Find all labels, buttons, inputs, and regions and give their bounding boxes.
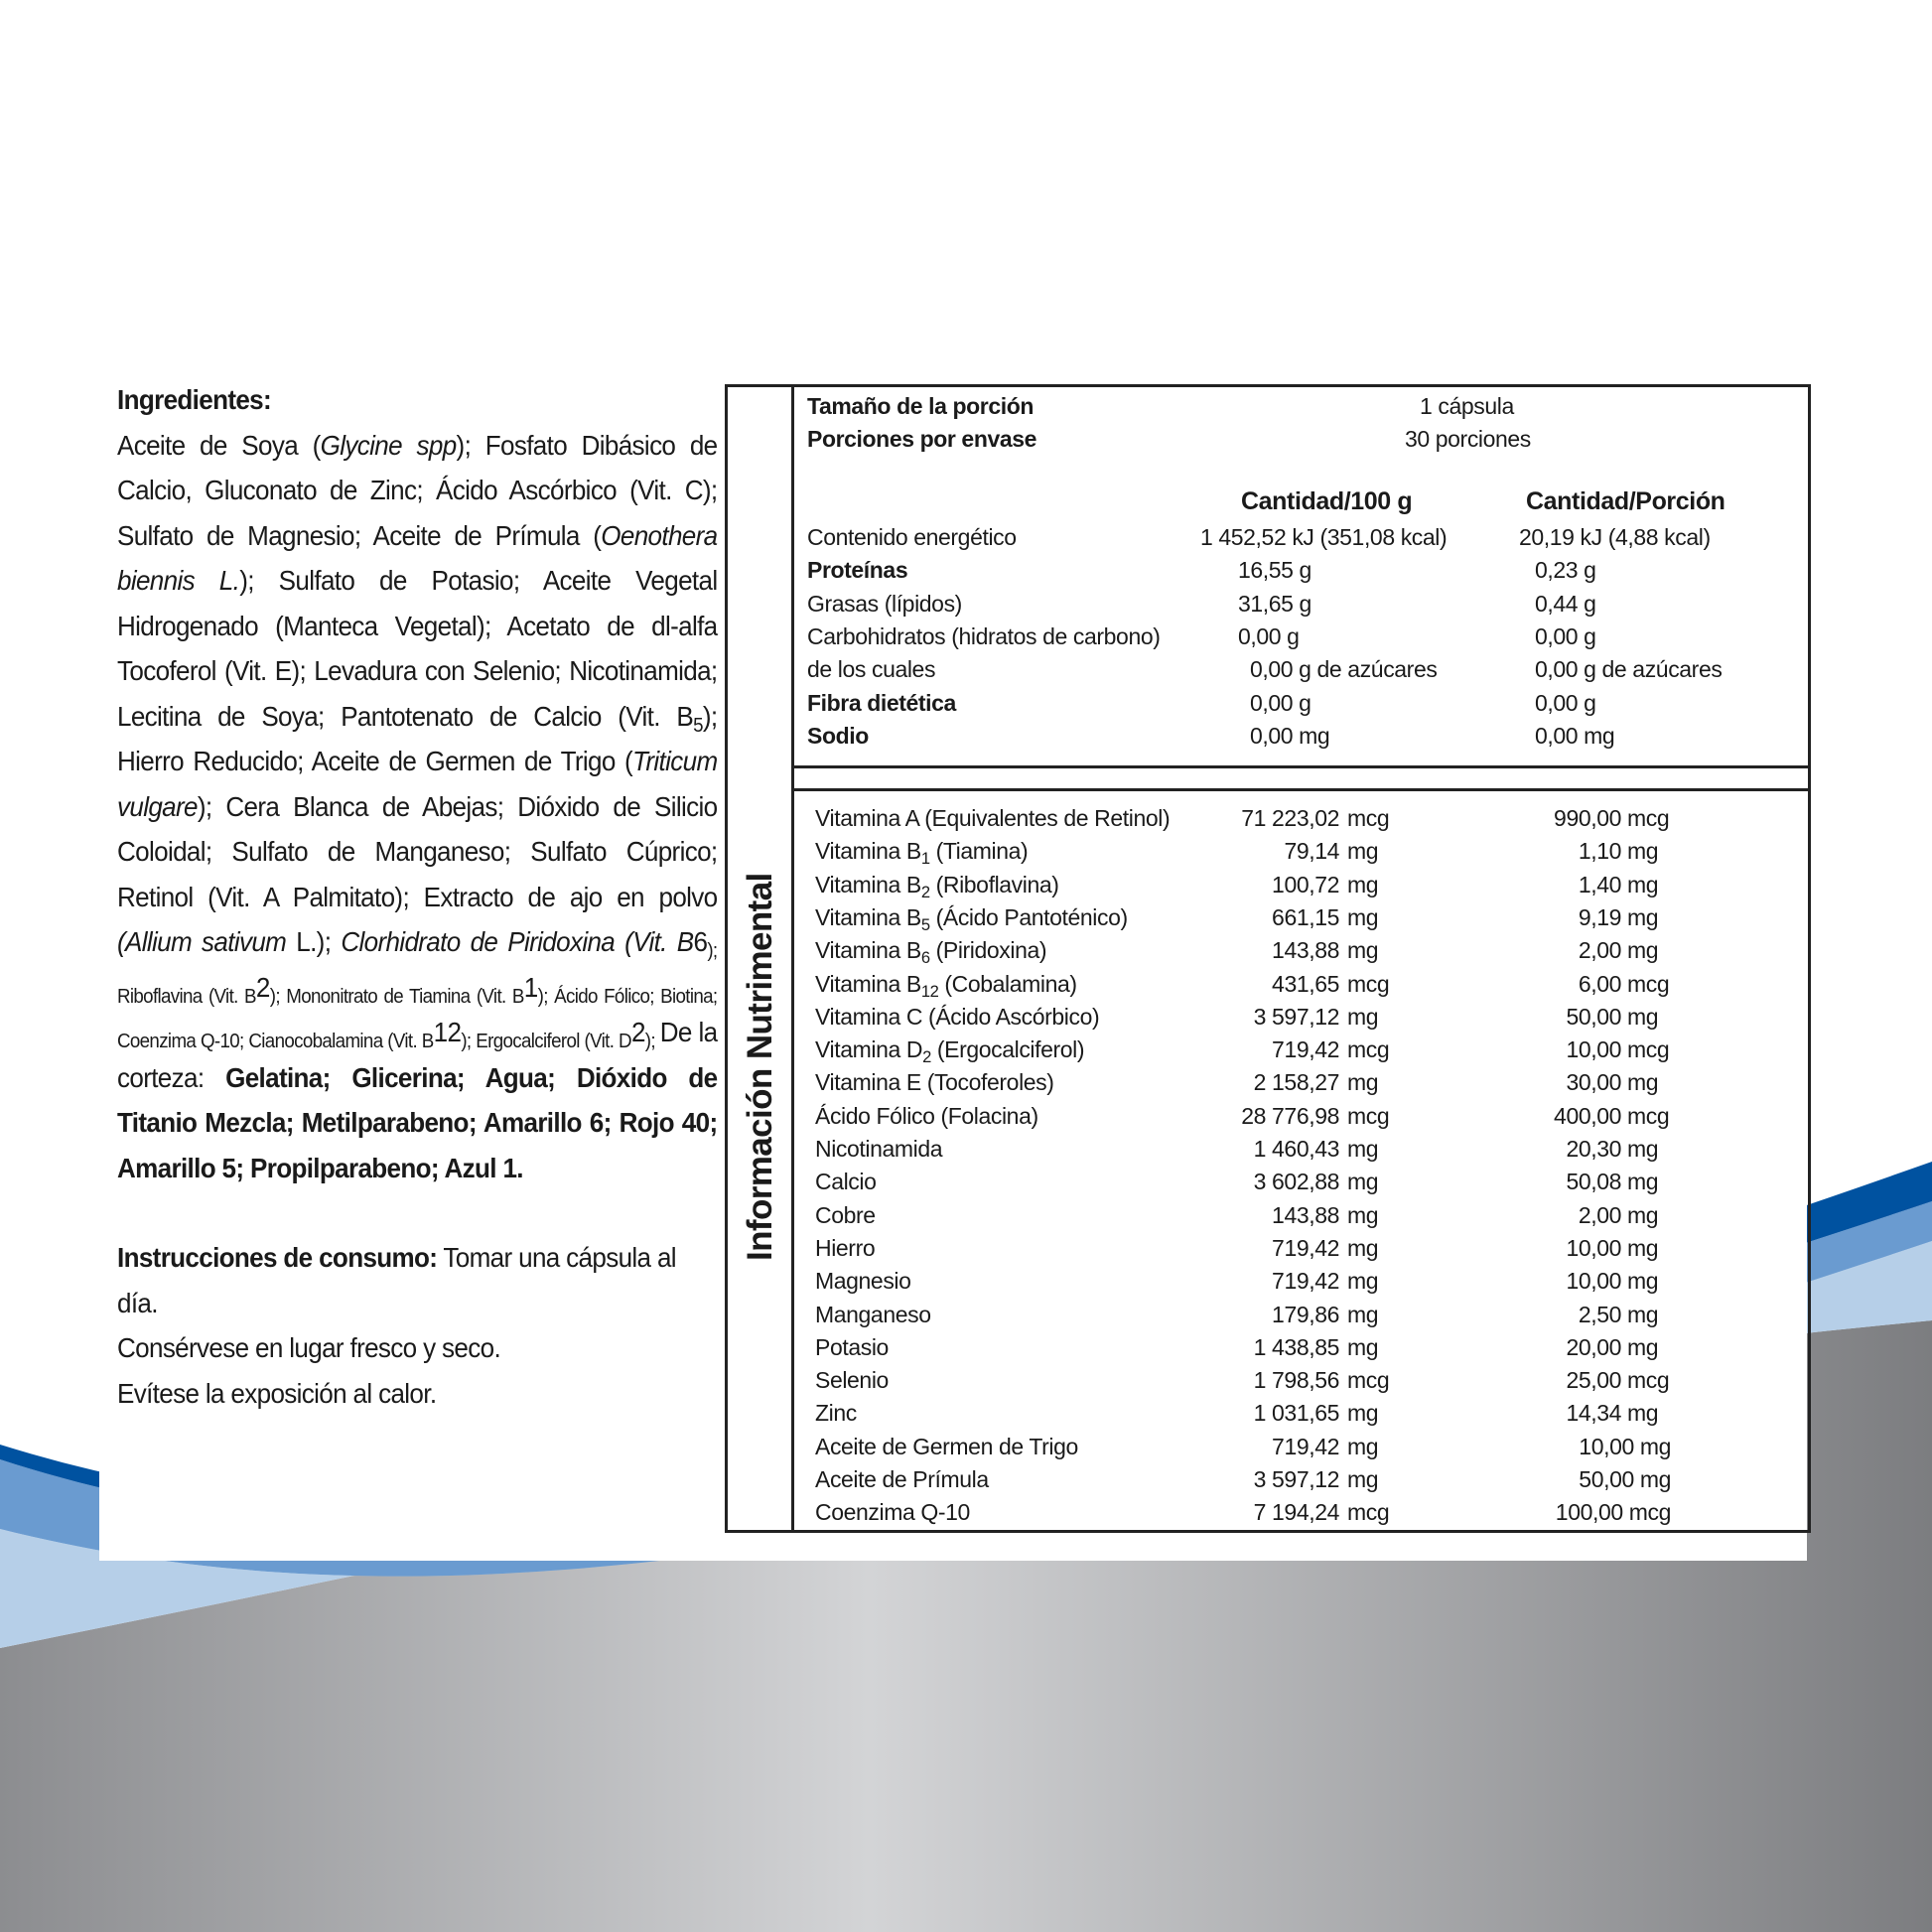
micro-name: Nicotinamida <box>815 1136 943 1162</box>
macro-value-100g: 0,00 g <box>1238 622 1300 649</box>
ing-part: Glycine spp <box>320 429 457 461</box>
micro-value-100g: 1 438,85 <box>1253 1333 1339 1360</box>
ing-part: 12 <box>433 1017 462 1047</box>
macro-name: Carbohidratos (hidratos de carbono) <box>807 622 1161 649</box>
micro-value-100g: 143,88 <box>1272 1201 1339 1228</box>
micro-value-portion: 14,34 <box>1566 1400 1621 1427</box>
micro-value-100g: 661,15 <box>1272 903 1339 930</box>
micro-value-100g: 3 602,88 <box>1253 1169 1339 1195</box>
servings-value: 30 porciones <box>1405 426 1531 452</box>
micro-value-100g: 431,65 <box>1272 970 1339 997</box>
ing-part: ); Hierro Reducido; Aceite de Germen de Trigo ( <box>117 700 718 776</box>
micro-value-portion: 50,00 <box>1566 1003 1621 1030</box>
micro-unit-100g: mg <box>1347 903 1379 930</box>
ingredients-column <box>117 377 718 1416</box>
macro-value-portion: 0,00 g <box>1535 622 1596 649</box>
micro-value-100g: 28 776,98 <box>1241 1102 1339 1129</box>
micro-unit-portion: mg <box>1627 1136 1659 1162</box>
ing-part: ); Ergocalciferol (Vit. D <box>461 1031 631 1053</box>
micro-unit-100g: mg <box>1347 1466 1379 1492</box>
serving-size-value: 1 cápsula <box>1420 393 1514 419</box>
ing-part: 6 <box>693 926 708 957</box>
micro-value-100g: 143,88 <box>1272 937 1339 964</box>
micro-value-100g: 7 194,24 <box>1253 1499 1339 1526</box>
macro-value-100g: 0,00 g <box>1250 689 1311 716</box>
micro-name: Ácido Fólico (Folacina) <box>815 1102 1038 1129</box>
micro-value-portion: 990,00 <box>1554 805 1621 831</box>
table-divider-vertical <box>791 387 794 1530</box>
macro-name: Sodio <box>807 722 869 749</box>
instructions-line1 <box>117 1235 718 1325</box>
macro-value-100g: 1 452,52 kJ (351,08 kcal) <box>1200 524 1448 550</box>
macro-name: Contenido energético <box>807 524 1017 550</box>
macro-value-100g: 0,00 g de azúcares <box>1250 656 1438 683</box>
ing-part: Triticum vulgare <box>117 746 718 822</box>
micro-value-100g: 2 158,27 <box>1253 1069 1339 1096</box>
micro-value-100g: 3 597,12 <box>1253 1003 1339 1030</box>
ing-part: (Allium sativum <box>117 926 287 957</box>
ing-part: De la corteza: <box>117 1017 718 1093</box>
macro-value-portion: 0,00 g <box>1535 689 1596 716</box>
micro-value-portion: 10,00 <box>1566 1036 1621 1063</box>
micro-value-portion: 1,40 <box>1578 871 1621 897</box>
micro-name: Vitamina E (Tocoferoles) <box>815 1069 1054 1096</box>
micro-value-100g: 1 460,43 <box>1253 1136 1339 1162</box>
micro-unit-100g: mg <box>1347 1003 1379 1030</box>
nutrition-title: Información Nutrimental <box>741 873 779 1261</box>
micro-unit-portion: mg <box>1627 838 1659 865</box>
micro-value-portion: 2,00 <box>1578 1201 1621 1228</box>
micro-name: Selenio <box>815 1367 889 1394</box>
micro-value-portion: 20,30 <box>1566 1136 1621 1162</box>
micro-unit-portion: mg <box>1627 1169 1659 1195</box>
servings-label: Porciones por envase <box>807 426 1037 452</box>
micro-value-100g: 179,86 <box>1272 1301 1339 1327</box>
micro-name: Potasio <box>815 1333 889 1360</box>
macro-name: Fibra dietética <box>807 689 956 716</box>
micro-unit-portion: mg <box>1627 1003 1659 1030</box>
micro-value-portion: 10,00 mg <box>1579 1433 1671 1459</box>
ing-part: ); Mononitrato de Tiamina (Vit. B <box>269 985 524 1008</box>
micro-value-portion: 100,00 mcg <box>1555 1499 1671 1526</box>
col-100g-header: Cantidad/100 g <box>1241 487 1413 515</box>
micro-unit-100g: mcg <box>1347 1367 1390 1394</box>
micro-name: Cobre <box>815 1201 876 1228</box>
micro-unit-portion: mg <box>1627 1201 1659 1228</box>
micro-value-portion: 30,00 <box>1566 1069 1621 1096</box>
micro-value-100g: 719,42 <box>1272 1433 1339 1459</box>
micro-unit-100g: mg <box>1347 1400 1379 1427</box>
macro-value-portion: 0,44 g <box>1535 590 1596 617</box>
micro-value-portion: 10,00 <box>1566 1234 1621 1261</box>
macro-value-100g: 31,65 g <box>1238 590 1311 617</box>
micro-unit-100g: mg <box>1347 1136 1379 1162</box>
micro-value-100g: 719,42 <box>1272 1234 1339 1261</box>
macro-value-portion: 20,19 kJ (4,88 kcal) <box>1519 524 1711 550</box>
macro-value-portion: 0,23 g <box>1535 557 1596 584</box>
macro-value-100g: 16,55 g <box>1238 557 1311 584</box>
micro-unit-portion: mg <box>1627 1268 1659 1295</box>
nutrition-table <box>725 384 1811 1533</box>
micro-name: Vitamina $D_2$ (Ergocalciferol) <box>815 1036 1085 1067</box>
micro-unit-100g: mcg <box>1347 1499 1390 1526</box>
micro-unit-100g: mg <box>1347 871 1379 897</box>
micro-unit-100g: mg <box>1347 1301 1379 1327</box>
macro-name: de los cuales <box>807 656 936 683</box>
micro-value-portion: 2,00 <box>1578 937 1621 964</box>
micro-value-portion: 2,50 <box>1578 1301 1621 1327</box>
micro-name: Aceite de Germen de Trigo <box>815 1433 1078 1459</box>
micro-value-100g: 1 031,65 <box>1253 1400 1339 1427</box>
macro-value-100g: 0,00 mg <box>1250 722 1330 749</box>
ing-part: 5 <box>693 714 703 737</box>
micro-unit-portion: mcg <box>1627 805 1670 831</box>
instructions-label: Instrucciones de consumo: <box>117 1242 438 1273</box>
ing-part: ); Sulfato de Potasio; Aceite Vegetal Hidrogenado (Manteca Vegetal); Acetato de dl-alfa Tocoferol (Vit. E); Levadura con Selenio; Nicotinamida; Lecitina de Soya; Pantotenato de Calcio (Vit. B <box>117 565 718 732</box>
ingredients-heading: Ingredientes: <box>117 384 272 415</box>
micro-unit-100g: mg <box>1347 838 1379 865</box>
micro-name: Hierro <box>815 1234 876 1261</box>
micro-unit-portion: mg <box>1627 1069 1659 1096</box>
micro-unit-100g: mcg <box>1347 1102 1390 1129</box>
micro-name: Vitamina $B_{12}$ (Cobalamina) <box>815 970 1077 1001</box>
ing-part: L.); <box>286 926 332 957</box>
micro-name: Vitamina $B_2$ (Riboflavina) <box>815 871 1059 901</box>
micro-value-portion: 6,00 <box>1578 970 1621 997</box>
instructions-text: Tomar una cápsula al día. <box>117 1242 676 1318</box>
micro-value-100g: 100,72 <box>1272 871 1339 897</box>
ing-part: Gelatina; Glicerina; Agua; Dióxido de Titanio Mezcla; Metilparabeno; Amarillo 6; Rojo 40; Amarillo 5; Propilparabeno; Azul 1. <box>117 1061 718 1183</box>
micro-unit-100g: mg <box>1347 1234 1379 1261</box>
micro-name: Magnesio <box>815 1268 911 1295</box>
ing-part: 1 <box>523 971 538 1003</box>
micro-name: Zinc <box>815 1400 857 1427</box>
serving-size-label: Tamaño de la porción <box>807 393 1034 419</box>
table-divider-upper <box>791 765 1808 768</box>
micro-value-portion: 50,00 mg <box>1579 1466 1671 1492</box>
micro-value-portion: 10,00 <box>1566 1268 1621 1295</box>
micro-name: Vitamina $B_1$ (Tiamina) <box>815 838 1029 869</box>
micro-value-100g: 719,42 <box>1272 1268 1339 1295</box>
micro-value-portion: 400,00 <box>1554 1102 1621 1129</box>
micro-unit-portion: mg <box>1627 871 1659 897</box>
micro-name: Manganeso <box>815 1301 931 1327</box>
macro-name: Grasas (lípidos) <box>807 590 962 617</box>
ing-part: ); Ácido Fólico; Biotina; Coenzima Q-10; Cianocobalamina (Vit. B <box>117 985 718 1053</box>
micro-unit-100g: mg <box>1347 1201 1379 1228</box>
micro-unit-portion: mg <box>1627 1301 1659 1327</box>
ing-part: Oenothera biennis L. <box>117 519 718 596</box>
micro-unit-100g: mg <box>1347 1268 1379 1295</box>
instructions-line2: Consérvese en lugar fresco y seco. <box>117 1332 501 1363</box>
micro-name: Coenzima Q-10 <box>815 1499 970 1526</box>
micro-unit-100g: mcg <box>1347 970 1390 997</box>
micro-unit-portion: mcg <box>1627 1102 1670 1129</box>
micro-value-portion: 20,00 <box>1566 1333 1621 1360</box>
micro-unit-portion: mg <box>1627 903 1659 930</box>
micro-name: Vitamina $B_5$ (Ácido Pantoténico) <box>815 903 1128 934</box>
ing-part: Aceite de Soya ( <box>117 429 321 461</box>
micro-value-100g: 71 223,02 <box>1241 805 1339 831</box>
ingredients-text <box>117 423 718 1191</box>
ing-part: ); Fosfato Dibásico de Calcio, Gluconato de Zinc; Ácido Ascórbico (Vit. C); Sulfato de Magnesio; Aceite de Prímula ( <box>117 429 718 551</box>
micro-unit-100g: mg <box>1347 1433 1379 1459</box>
micro-name: Calcio <box>815 1169 877 1195</box>
macro-value-portion: 0,00 mg <box>1535 722 1615 749</box>
micro-unit-portion: mcg <box>1627 1367 1670 1394</box>
micro-name: Vitamina $B_6$ (Piridoxina) <box>815 937 1047 968</box>
micro-unit-100g: mg <box>1347 1333 1379 1360</box>
micro-unit-100g: mg <box>1347 1169 1379 1195</box>
micro-name: Vitamina A (Equivalentes de Retinol) <box>815 805 1171 831</box>
ing-part: 2 <box>630 1017 645 1047</box>
micro-value-portion: 9,19 <box>1578 903 1621 930</box>
micro-value-portion: 1,10 <box>1578 838 1621 865</box>
micro-value-portion: 50,08 <box>1566 1169 1621 1195</box>
micro-unit-100g: mg <box>1347 937 1379 964</box>
macro-value-portion: 0,00 g de azúcares <box>1535 656 1723 683</box>
ing-part: ); <box>644 1031 660 1053</box>
macro-name: Proteínas <box>807 557 908 584</box>
micro-value-100g: 79,14 <box>1284 838 1339 865</box>
micro-unit-portion: mcg <box>1627 1036 1670 1063</box>
micro-name: Vitamina C (Ácido Ascórbico) <box>815 1003 1100 1030</box>
micro-value-100g: 3 597,12 <box>1253 1466 1339 1492</box>
ing-part: 2 <box>255 971 270 1003</box>
micro-value-100g: 1 798,56 <box>1253 1367 1339 1394</box>
ing-part: ); Cera Blanca de Abejas; Dióxido de Silicio Coloidal; Sulfato de Manganeso; Sulfato Cúprico; Retinol (Vit. A Palmitato); Extracto de ajo en polvo <box>117 790 718 912</box>
micro-name: Aceite de Prímula <box>815 1466 989 1492</box>
micro-unit-portion: mg <box>1627 1234 1659 1261</box>
instructions-line3: Evítese la exposición al calor. <box>117 1377 437 1409</box>
ing-part: ); Riboflavina (Vit. B <box>117 940 718 1008</box>
micro-unit-100g: mcg <box>1347 805 1390 831</box>
ing-part: Clorhidrato de Piridoxina (Vit. B <box>331 926 694 957</box>
micro-unit-portion: mcg <box>1627 970 1670 997</box>
micro-unit-portion: mg <box>1627 937 1659 964</box>
col-portion-header: Cantidad/Porción <box>1526 487 1725 515</box>
table-divider-lower <box>791 788 1808 791</box>
micro-unit-portion: mg <box>1627 1400 1659 1427</box>
micro-unit-portion: mg <box>1627 1333 1659 1360</box>
micro-unit-100g: mcg <box>1347 1036 1390 1063</box>
micro-unit-100g: mg <box>1347 1069 1379 1096</box>
micro-value-100g: 719,42 <box>1272 1036 1339 1063</box>
micro-value-portion: 25,00 <box>1566 1367 1621 1394</box>
